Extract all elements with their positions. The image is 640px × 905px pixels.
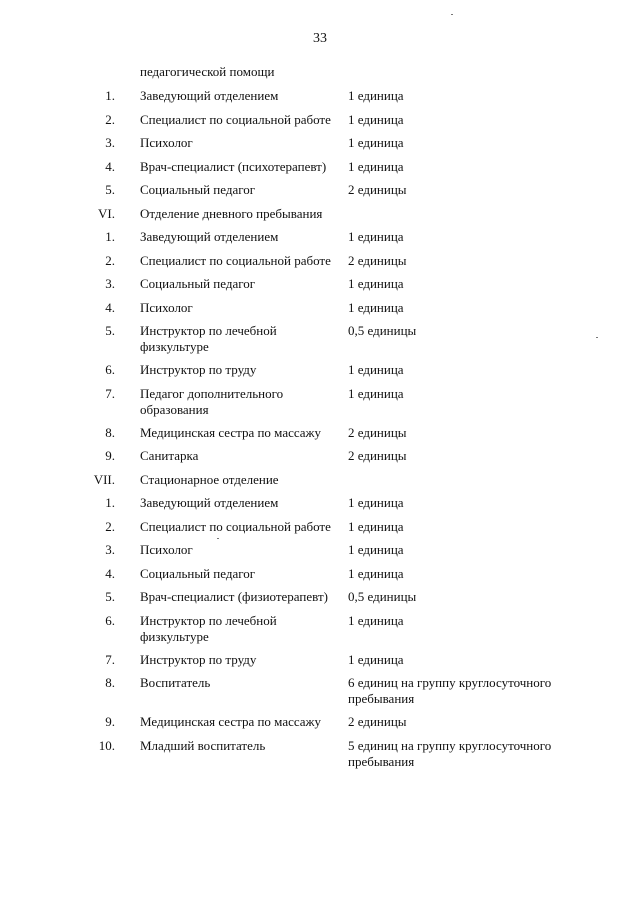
- row-number: 2.: [105, 111, 115, 127]
- position-name: Врач-специалист (физиотерапевт): [140, 589, 328, 604]
- position-name: Социальный педагог: [140, 276, 256, 291]
- row-number: 4.: [105, 299, 115, 315]
- position-name: Санитарка: [140, 448, 199, 463]
- position-name: Инструктор по лечебной физкультуре: [140, 323, 277, 354]
- position-quantity: 1 единица: [348, 229, 404, 244]
- position-quantity: 1 единица: [348, 158, 404, 174]
- position-name: Инструктор по труду: [140, 362, 257, 377]
- row-number: 9.: [105, 714, 115, 729]
- position-quantity: 1 единица: [348, 299, 404, 315]
- row-number: 8.: [105, 675, 115, 690]
- staff-row: [0, 542, 640, 566]
- row-number: 3.: [105, 276, 115, 291]
- staff-row: [0, 88, 640, 112]
- staff-row: [0, 714, 640, 738]
- staff-row: [0, 652, 640, 676]
- position-name: Педагог дополнительного образования: [140, 385, 284, 417]
- staff-row: [0, 613, 640, 652]
- staff-row: [0, 675, 640, 714]
- staff-row: [0, 112, 640, 136]
- staff-row: [0, 323, 640, 362]
- section-heading: [0, 472, 640, 496]
- row-number: 5.: [105, 323, 115, 338]
- staff-row: [0, 425, 640, 449]
- position-quantity: 0,5 единицы: [348, 323, 417, 338]
- row-number: 5.: [105, 182, 115, 197]
- row-number: 7.: [105, 651, 115, 667]
- row-number: 2.: [105, 252, 115, 268]
- scan-speck: [451, 14, 453, 15]
- row-number: 1.: [105, 88, 115, 103]
- position-name: Врач-специалист (психотерапевт): [140, 158, 327, 174]
- row-number: VII.: [93, 471, 115, 487]
- staff-row: [0, 566, 640, 590]
- page-number: 33: [313, 31, 327, 46]
- staff-row: [0, 589, 640, 613]
- row-number: 3.: [105, 135, 115, 150]
- position-name: Заведующий отделением: [140, 88, 279, 103]
- position-quantity: 1 единица: [348, 385, 404, 401]
- staff-row: [0, 738, 640, 777]
- row-number: 5.: [105, 589, 115, 604]
- position-quantity: 1 единица: [348, 276, 404, 291]
- position-name: Воспитатель: [140, 675, 211, 690]
- row-number: 8.: [105, 424, 115, 440]
- position-quantity: 1 единица: [348, 362, 404, 377]
- position-name: Заведующий отделением: [140, 495, 279, 510]
- position-quantity: 2 единицы: [348, 448, 407, 463]
- row-number: 4.: [105, 565, 115, 581]
- position-name: Инструктор по лечебной физкультуре: [140, 612, 277, 644]
- row-number: 1.: [105, 229, 115, 244]
- row-number: 4.: [105, 158, 115, 174]
- position-name: Психолог: [140, 542, 193, 557]
- position-name: Медицинская сестра по массажу: [140, 714, 322, 729]
- position-quantity: 2 единицы: [348, 714, 407, 729]
- row-number: 3.: [105, 542, 115, 557]
- position-quantity: 0,5 единицы: [348, 589, 417, 604]
- staff-row: [0, 182, 640, 206]
- continuation-text: педагогической помощи: [140, 64, 275, 79]
- position-name: Социальный педагог: [140, 182, 256, 197]
- staff-row: [0, 519, 640, 543]
- row-number: 6.: [105, 362, 115, 377]
- position-quantity: 5 единиц на группу круглосуточного пребывания: [348, 737, 552, 769]
- position-name: Специалист по социальной работе: [140, 252, 331, 268]
- position-quantity: 1 единица: [348, 651, 404, 667]
- row-number: 1.: [105, 495, 115, 510]
- section-title: Отделение дневного пребывания: [140, 205, 323, 221]
- staff-row: [0, 448, 640, 472]
- staff-row: [0, 229, 640, 253]
- position-quantity: 1 единица: [348, 542, 404, 557]
- position-name: Психолог: [140, 299, 193, 315]
- position-name: Психолог: [140, 135, 193, 150]
- position-quantity: 1 единица: [348, 612, 404, 628]
- section-title: Стационарное отделение: [140, 471, 279, 487]
- position-quantity: 1 единица: [348, 135, 404, 150]
- position-name: Специалист по социальной работе: [140, 111, 331, 127]
- staff-row: [0, 495, 640, 519]
- row-number: VI.: [98, 205, 115, 221]
- position-quantity: 2 единицы: [348, 424, 407, 440]
- staff-list: [0, 88, 640, 777]
- position-name: Специалист по социальной работе: [140, 518, 331, 534]
- position-quantity: 1 единица: [348, 111, 404, 127]
- position-name: Инструктор по труду: [140, 651, 257, 667]
- staff-row: [0, 362, 640, 386]
- position-quantity: 1 единица: [348, 88, 404, 103]
- row-number: 2.: [105, 518, 115, 534]
- position-name: Заведующий отделением: [140, 229, 279, 244]
- staff-row: [0, 300, 640, 324]
- section-heading: [0, 206, 640, 230]
- staff-row: [0, 386, 640, 425]
- row-number: 7.: [105, 385, 115, 401]
- position-name: Социальный педагог: [140, 565, 256, 581]
- row-number: 10.: [98, 737, 115, 753]
- position-name: Медицинская сестра по массажу: [140, 424, 322, 440]
- staff-row: [0, 159, 640, 183]
- staff-row: [0, 276, 640, 300]
- position-name: Младший воспитатель: [140, 737, 266, 753]
- position-quantity: 6 единиц на группу круглосуточного пребывания: [348, 675, 552, 706]
- staff-row: [0, 253, 640, 277]
- position-quantity: 2 единицы: [348, 252, 407, 268]
- position-quantity: 2 единицы: [348, 182, 407, 197]
- position-quantity: 1 единица: [348, 518, 404, 534]
- position-quantity: 1 единица: [348, 565, 404, 581]
- row-number: 9.: [105, 448, 115, 463]
- row-number: 6.: [105, 612, 115, 628]
- position-quantity: 1 единица: [348, 495, 404, 510]
- staff-row: [0, 135, 640, 159]
